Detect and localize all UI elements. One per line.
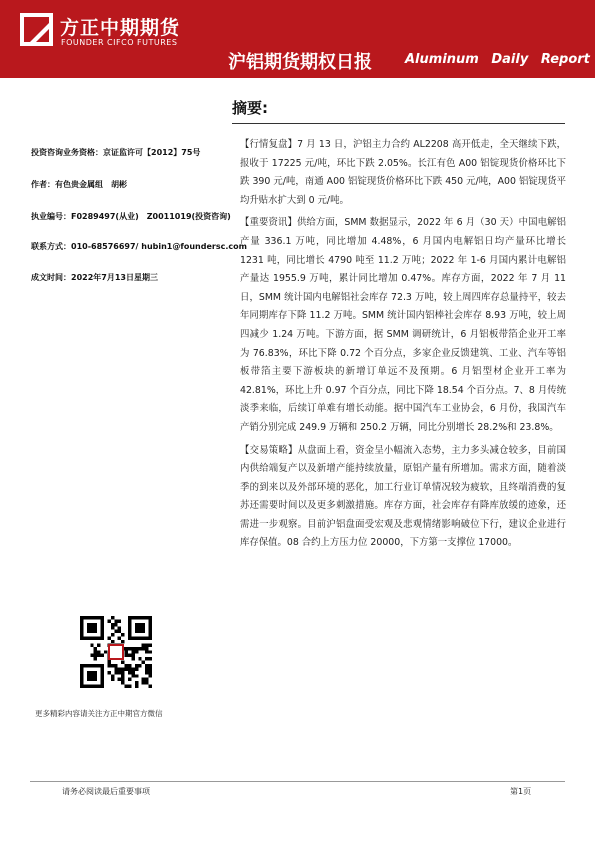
qualification-line: 投资咨询业务资格：京证监许可【2012】75号 — [31, 148, 201, 157]
key-news-paragraph: 【重要资讯】供给方面，SMM 数据显示，2022 年 6 月（30 天）中国电解铝产量 336.1 万吨，同比增加 4.48%，6 月国内电解铝日均产量环比增长 1231 吨，同比增长 4790 吨至 11.2 万吨；2022 年 1-6 月国内累计电解铝产量达 1955.9 万吨，累计同比增加 0.47%。库存方面，2022 年 7 月 11 日，SMM 统计国内电解铝社会库存 72.3 万吨，较上周四库存总量持平，较去年同期库存下降 11.2 万吨。SMM 统计国内铝棒社会库存 8.93 万吨，较上周四减少 1.24 万吨。下游方面，据 SMM 调研统计，6 月铝板带箔企业开工率为 76.83%，环比下降 0.72 个百分点，多家企业反馈建筑、工业、汽车等铝板带箔主要下游板块的新增订单远不及预期。6 月铝型材企业开工率为 42.81%，环比上升 0.97 个百分点，同比下降 18.54 个百分点。7、8 月传统淡季来临，后续订单难有增长动能。据中国汽车工业协会，6 月份，我国汽车产销分别完成 249.9 万辆和 250.2 万辆，同比分别增长 28.2%和 23.8%。 — [240, 217, 566, 433]
summary-divider — [232, 123, 565, 124]
summary-heading: 摘要: — [232, 99, 268, 117]
footer-disclaimer: 请务必阅读最后重要事项 — [62, 787, 150, 796]
qr-caption: 更多精彩内容请关注方正中期官方微信 — [35, 709, 163, 718]
market-review-paragraph: 【行情复盘】7 月 13 日，沪铝主力合约 AL2208 高开低走，全天继续下跌，报收于 17225 元/吨，环比下跌 2.05%。长江有色 A00 铝锭现货价格环比下跌 390 元/吨，南通 A00 铝锭现货价格环比下跌 450 元/吨，A00 铝锭现货平均升贴水扩大到 0 元/吨。 — [240, 139, 566, 206]
license-line: 执业编号：F0289497(从业) Z0011019(投资咨询) — [31, 212, 231, 221]
brand-name-cn: 方正中期期货 — [60, 17, 181, 39]
wechat-qr-code — [80, 616, 152, 688]
page-header — [0, 0, 595, 78]
footer-divider — [30, 781, 565, 782]
brand-name-en: FOUNDER CIFCO FUTURES — [61, 38, 178, 47]
trading-strategy-paragraph: 【交易策略】从盘面上看，资金呈小幅流入态势，主力多头减仓较多，目前国内供给端复产以及新增产能持续放量，原铝产量有所增加。需求方面，随着淡季的到来以及外部环境的恶化，加工行业订单情况较为疲软，且终端消费的复苏还需要时间以及更多刺激措施。库存方面，社会库存有降库放缓的迹象，还需进一步观察。目前沪铝盘面受宏观及悲观情绪影响破位下行，建议企业进行库存保值。08 合约上方压力位 20000，下方第一支撑位 17000。 — [240, 444, 566, 549]
contact-line: 联系方式：010-68576697/ hubin1@foundersc.com — [31, 242, 247, 251]
date-line: 成文时间：2022年7月13日星期三 — [31, 273, 158, 282]
founder-logo-icon — [20, 13, 53, 46]
page-number: 第1页 — [510, 787, 532, 796]
author-line: 作者：有色贵金属组 胡彬 — [31, 180, 127, 189]
report-title-en: Aluminum Daily Report — [405, 52, 590, 67]
report-title: 沪铝期货期权日报 — [228, 52, 372, 73]
summary-body — [240, 136, 566, 557]
